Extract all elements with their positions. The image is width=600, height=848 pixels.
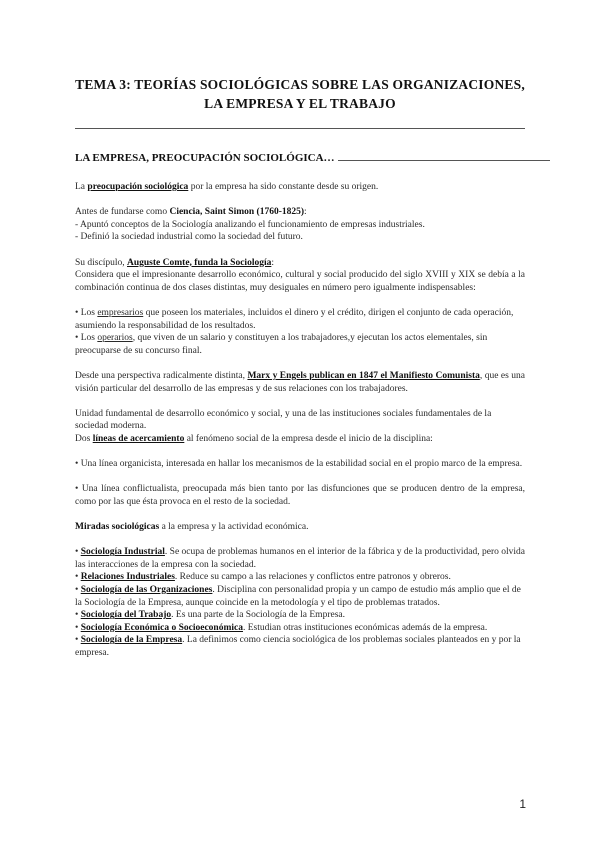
text: . Es una parte de la Sociología de la Empresa.: [171, 610, 345, 621]
highlight-term: Sociología de la Empresa: [80, 635, 183, 646]
list-item-organicista: • Una línea organicista, interesada en hallar los mecanismos de la estabilidad social en el propio marco de la empresa.: [75, 459, 523, 470]
document-title-line-2: LA EMPRESA Y EL TRABAJO: [204, 96, 396, 111]
list-item: • Sociología Industrial. Se ocupa de problemas humanos en el interior de la fábrica y de la productividad, pero olvida las interacciones de la empresa con la sociedad.: [75, 547, 525, 570]
paragraph-miradas: [75, 521, 525, 534]
list-item: • Sociología de las Organizaciones. Disciplina con personalidad propia y un campo de estudio más amplio que el de la Sociología de la Empresa, aunque coincide en la metodología y el tipo de problemas tratados.: [75, 585, 521, 608]
section-heading-text: LA EMPRESA, PREOCUPACIÓN SOCIOLÓGICA…: [75, 152, 335, 164]
list-item: • Sociología de la Empresa. La definimos como ciencia sociológica de los problemas sociales planteados en y por la empresa.: [75, 635, 521, 658]
highlight-term: líneas de acercamiento: [92, 433, 185, 444]
paragraph-marx-engels: [75, 370, 525, 395]
text: Desde una perspectiva radicalmente distinta,: [75, 370, 248, 381]
text: . La definimos como ciencia sociológica de los problemas sociales planteados en y por la empresa.: [75, 635, 521, 658]
list-item: • Sociología Económica o Socioeconómica. Estudian otras instituciones económicas además de la empresa.: [75, 622, 488, 633]
text: a la empresa y la actividad económica.: [159, 522, 309, 533]
list-item: - Definió la sociedad industrial como la sociedad del futuro.: [75, 232, 303, 243]
title-divider: [75, 128, 525, 129]
text: :: [271, 257, 274, 268]
section-heading: [75, 152, 550, 164]
list-item-operarios: [75, 332, 525, 357]
text: :: [304, 207, 307, 218]
text: Dos: [75, 433, 93, 444]
text: . Disciplina con personalidad propia y un campo de estudio más amplio que el de la Sociología de la Empresa, aunque coincide en la metodología y el tipo de problemas tratados.: [75, 585, 521, 608]
text: , que es una visión particular del desarrollo de las empresas y de sus relaciones con los trabajadores.: [75, 370, 525, 394]
text: • Los: [75, 307, 98, 318]
list-item-conflictualista: • Una línea conflictualista, preocupada más bien tanto por las disfunciones que se producen dentro de la empresa, como por las que ésta provoca en el resto de la sociedad.: [75, 484, 525, 507]
highlight-term: Relaciones Industriales: [80, 572, 175, 583]
paragraph-saint-simon: [75, 206, 525, 219]
list-item: - Apuntó conceptos de la Sociología analizando el funcionamiento de empresas industriales.: [75, 219, 425, 230]
paragraph-lineas: [75, 433, 525, 446]
page-number: 1: [519, 797, 526, 811]
highlight-term: Ciencia, Saint Simon (1760-1825): [169, 207, 305, 218]
text: , que viven de un salario y constituyen a los trabajadores,y ejecutan los actos elementales, sin preocuparse de su concurso final.: [75, 333, 488, 356]
highlight-term: Sociología de las Organizaciones: [80, 585, 213, 595]
document-title-line-1: TEMA 3: TEORÍAS SOCIOLÓGICAS SOBRE LAS ORGANIZACIONES,: [75, 77, 525, 92]
highlight-term: Sociología del Trabajo: [80, 610, 172, 621]
text: . Reduce su campo a las relaciones y conflictos entre patronos y obreros.: [174, 572, 451, 583]
highlight-term: empresarios: [97, 307, 144, 318]
highlight-term: preocupación sociológica: [87, 182, 189, 192]
text: . Estudian otras instituciones económicas además de la empresa.: [242, 622, 488, 633]
list-item: • Sociología del Trabajo. Es una parte de la Sociología de la Empresa.: [75, 610, 345, 621]
text: • Los: [75, 333, 98, 344]
paragraph-unidad: Unidad fundamental de desarrollo económico y social, y una de las instituciones sociales fundamentales de la sociedad moderna.: [75, 408, 492, 432]
highlight-term: Marx y Engels publican en 1847 el Manifiesto Comunista: [247, 370, 480, 381]
highlight-term: Auguste Comte, funda la Sociología: [127, 257, 272, 268]
text: que poseen los materiales, incluidos el dinero y el crédito, dirigen el conjunto de cada operación, asumiendo la responsabilidad de los resultados.: [75, 307, 514, 331]
paragraph-comte: [75, 257, 525, 270]
text: por la empresa ha sido constante desde su origen.: [188, 182, 379, 192]
text: al fenómeno social de la empresa desde el inicio de la disciplina:: [184, 433, 433, 444]
text: La: [75, 182, 88, 192]
text: Su discípulo,: [75, 257, 127, 268]
paragraph-preocupacion: [75, 181, 525, 194]
text: Antes de fundarse como: [75, 207, 170, 218]
section-heading-underline: [338, 152, 550, 161]
highlight-term: Sociología Industrial: [80, 547, 165, 558]
highlight-term: Miradas sociológicas: [75, 522, 160, 533]
document-body: [75, 181, 525, 660]
highlight-term: Sociología Económica o Socioeconómica: [80, 622, 243, 633]
list-item: • Relaciones Industriales. Reduce su campo a las relaciones y conflictos entre patronos y obreros.: [75, 572, 451, 583]
text: . Se ocupa de problemas humanos en el interior de la fábrica y de la productividad, pero olvida las interacciones de la empresa con la sociedad.: [75, 547, 525, 570]
highlight-term: operarios: [97, 333, 133, 344]
paragraph-comte-body: Considera que el impresionante desarrollo económico, cultural y social producido del siglo XVIII y XIX se debía a la combinación continua de dos clases distintas, muy desiguales en número pero igualmente indispensables:: [75, 270, 525, 293]
list-item-empresarios: [75, 307, 525, 332]
